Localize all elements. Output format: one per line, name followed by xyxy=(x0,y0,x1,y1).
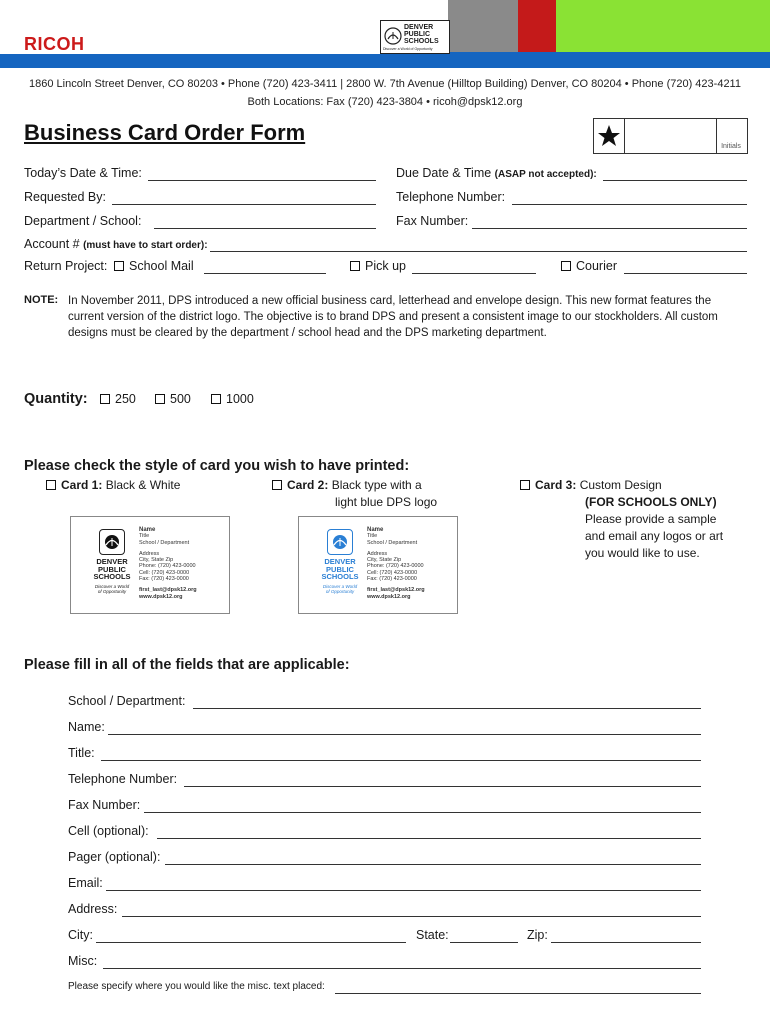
card3-label: Card 3: xyxy=(535,478,577,492)
fax-number-label: Fax Number: xyxy=(68,798,141,812)
address-line-1: 1860 Lincoln Street Denver, CO 80203 • Phone (720) 423-3411 | 2800 W. 7th Avenue (Hilltop Building) Denver, CO 80204 • Phone (720) 423-4211 xyxy=(29,78,741,90)
card3-text1: Please provide a sample xyxy=(585,512,717,526)
state-label: State: xyxy=(416,928,449,942)
bw-logo-tag1: Discover a World xyxy=(94,583,130,589)
card2-desc1: Black type with a xyxy=(331,478,422,492)
blue-email: first_last@dpsk12.org xyxy=(367,587,425,594)
bw-cell: Cell: (720) 423-0000 xyxy=(139,569,190,576)
header-bar-green xyxy=(556,0,770,56)
blue-logo-tag1: Discover a World xyxy=(322,583,358,589)
initials-label: Initials xyxy=(721,143,741,150)
return-project-label: Return Project: xyxy=(24,259,108,273)
blue-cell: Cell: (720) 423-0000 xyxy=(367,569,418,576)
department-label: Department / School: xyxy=(24,214,142,228)
card2-option[interactable] xyxy=(272,477,437,511)
address-label: Address: xyxy=(68,902,118,916)
bw-email: first_last@dpsk12.org xyxy=(139,587,197,594)
bw-logo-line2: PUBLIC xyxy=(98,564,126,574)
blue-web: www.dpsk12.org xyxy=(367,593,411,600)
dps-logo-line1: DENVER xyxy=(404,24,434,31)
blue-logo-line1: DENVER xyxy=(324,557,356,566)
blue-name: Name xyxy=(367,527,384,533)
state-field[interactable] xyxy=(450,942,518,943)
quantity-250-checkbox[interactable] xyxy=(100,394,110,404)
card1-checkbox[interactable] xyxy=(46,480,56,490)
courier-checkbox[interactable] xyxy=(561,261,571,271)
quantity-1000-label: 1000 xyxy=(226,392,254,406)
header-bar-grey xyxy=(448,0,518,56)
blue-phone: Phone: (720) 423-0000 xyxy=(367,563,424,570)
telephone-number-field[interactable] xyxy=(184,786,701,787)
department-field[interactable] xyxy=(154,228,376,229)
email-field[interactable] xyxy=(106,890,701,891)
fax-field[interactable] xyxy=(472,228,747,229)
sample-card-bw-logo xyxy=(85,529,139,607)
sample-card-bw-logo-mark xyxy=(99,529,125,555)
name-label: Name: xyxy=(68,720,105,734)
quantity-500-checkbox[interactable] xyxy=(155,394,165,404)
school-dept-field[interactable] xyxy=(193,708,701,709)
header-bar-red xyxy=(518,0,556,56)
pager-field[interactable] xyxy=(165,864,701,865)
quantity-1000[interactable] xyxy=(211,392,254,406)
quantity-label: Quantity: xyxy=(24,391,88,407)
star-box-divider xyxy=(624,119,625,153)
blue-logo-line3: SCHOOLS xyxy=(321,572,359,581)
sample-card-blue-logo xyxy=(313,529,367,607)
bw-title: Title xyxy=(139,533,150,540)
misc-label: Misc: xyxy=(68,954,98,968)
address-field[interactable] xyxy=(122,916,701,917)
star-box xyxy=(593,118,717,154)
sample-card-bw xyxy=(70,516,230,614)
dps-logo xyxy=(380,20,450,54)
courier-label: Courier xyxy=(576,259,617,273)
todays-date-label: Today’s Date & Time: xyxy=(24,166,142,180)
bw-logo-tag2: of Opportunity xyxy=(97,588,127,594)
blue-logo-tag2: of Opportunity xyxy=(325,588,355,594)
misc-field[interactable] xyxy=(103,968,701,969)
blue-title: Title xyxy=(367,533,378,540)
name-field[interactable] xyxy=(108,734,701,735)
fax-label: Fax Number: xyxy=(396,214,469,228)
bw-web: www.dpsk12.org xyxy=(139,593,183,600)
card3-option[interactable] xyxy=(520,477,723,562)
dps-mark-blue-icon xyxy=(328,530,352,554)
bw-logo-line1: DENVER xyxy=(96,557,128,566)
pick-up-field[interactable] xyxy=(412,273,536,274)
header-blue-strip xyxy=(0,52,770,68)
quantity-1000-checkbox[interactable] xyxy=(211,394,221,404)
dps-logo-tagline: Discover a World of Opportunity xyxy=(383,47,433,51)
dps-logo-line3: SCHOOLS xyxy=(404,38,439,45)
bw-logo-line3: SCHOOLS xyxy=(93,572,131,581)
sample-card-blue-info xyxy=(367,527,425,600)
star-icon xyxy=(597,124,621,148)
zip-field[interactable] xyxy=(551,942,701,943)
card1-label: Card 1: xyxy=(61,478,103,492)
title-field[interactable] xyxy=(101,760,701,761)
ricoh-logo: RICOH xyxy=(24,34,85,54)
bw-phone: Phone: (720) 423-0000 xyxy=(139,563,196,570)
dps-mark-icon xyxy=(100,530,124,554)
account-note: (must have to start order): xyxy=(83,240,208,251)
return-pick-up[interactable] xyxy=(350,259,406,273)
telephone-label: Telephone Number: xyxy=(396,190,506,204)
due-date-text: Due Date & Time xyxy=(396,166,492,180)
requested-by-label: Requested By: xyxy=(24,190,106,204)
requested-by-field[interactable] xyxy=(112,204,376,205)
quantity-500[interactable] xyxy=(155,392,191,406)
bw-city: City, State Zip xyxy=(139,557,174,564)
blue-fax: Fax: (720) 423-0000 xyxy=(367,576,417,583)
pick-up-label: Pick up xyxy=(365,259,406,273)
cell-field[interactable] xyxy=(157,838,701,839)
note-label: NOTE: xyxy=(24,294,59,306)
due-date-field[interactable] xyxy=(603,180,747,181)
fields-heading: Please fill in all of the fields that are applicable: xyxy=(24,657,350,673)
misc-placement-label: Please specify where you would like the misc. text placed: xyxy=(68,981,325,992)
due-date-label xyxy=(396,166,597,180)
title-label: Title: xyxy=(68,746,95,760)
blue-city: City, State Zip xyxy=(367,557,402,564)
school-mail-label: School Mail xyxy=(129,259,194,273)
bw-name: Name xyxy=(139,527,156,533)
sample-card-blue-logo-mark xyxy=(327,529,353,555)
pick-up-checkbox[interactable] xyxy=(350,261,360,271)
quantity-250[interactable] xyxy=(100,392,136,406)
card2-label: Card 2: xyxy=(287,478,329,492)
blue-dept: School / Department xyxy=(367,539,418,546)
zip-label: Zip: xyxy=(527,928,548,942)
return-courier[interactable] xyxy=(561,259,617,273)
note-text: In November 2011, DPS introduced a new official business card, letterhead and envelope design. This new format features the current version of the district logo. The objective is to brand DPS and present a consistent image to our stockholders. All custom designs must be cleared by the department / school head and the DPS marketing department. xyxy=(68,295,718,339)
initials-box[interactable] xyxy=(715,118,748,154)
address-line-2: Both Locations: Fax (720) 423-3804 • ricoh@dpsk12.org xyxy=(247,96,523,108)
card3-text2: and email any logos or art xyxy=(585,529,724,543)
sample-card-bw-info xyxy=(139,527,197,600)
card1-desc: Black & White xyxy=(105,478,181,492)
dps-logo-icon xyxy=(384,27,402,45)
misc-placement-field[interactable] xyxy=(335,993,701,994)
sample-card-blue xyxy=(298,516,458,614)
city-field[interactable] xyxy=(96,942,406,943)
card3-checkbox[interactable] xyxy=(520,480,530,490)
courier-field[interactable] xyxy=(624,273,747,274)
card1-option[interactable] xyxy=(46,477,180,494)
email-label: Email: xyxy=(68,876,103,890)
school-mail-field[interactable] xyxy=(204,273,326,274)
quantity-500-label: 500 xyxy=(170,392,191,406)
card3-desc: Custom Design xyxy=(579,478,662,492)
account-text: Account # xyxy=(24,237,80,251)
card-style-heading: Please check the style of card you wish to have printed: xyxy=(24,458,410,474)
bw-fax: Fax: (720) 423-0000 xyxy=(139,576,189,583)
school-dept-label: School / Department: xyxy=(68,694,186,708)
page-title: Business Card Order Form xyxy=(24,120,306,145)
card2-desc2: light blue DPS logo xyxy=(335,495,438,509)
return-school-mail[interactable] xyxy=(114,259,194,273)
dps-logo-line2: PUBLIC xyxy=(404,31,431,38)
blue-logo-line2: PUBLIC xyxy=(326,564,354,574)
pager-label: Pager (optional): xyxy=(68,850,161,864)
card3-note: (FOR SCHOOLS ONLY) xyxy=(585,495,717,509)
cell-label: Cell (optional): xyxy=(68,824,149,838)
bw-address: Address xyxy=(139,550,160,557)
account-label xyxy=(24,237,208,251)
account-field[interactable] xyxy=(210,251,747,252)
city-label: City: xyxy=(68,928,93,942)
card3-text3: you would like to use. xyxy=(585,546,700,560)
quantity-250-label: 250 xyxy=(115,392,136,406)
due-date-note: (ASAP not accepted): xyxy=(494,169,597,180)
telephone-number-label: Telephone Number: xyxy=(68,772,178,786)
telephone-field[interactable] xyxy=(512,204,747,205)
blue-address: Address xyxy=(367,550,388,557)
fax-number-field[interactable] xyxy=(144,812,701,813)
card2-checkbox[interactable] xyxy=(272,480,282,490)
school-mail-checkbox[interactable] xyxy=(114,261,124,271)
bw-dept: School / Department xyxy=(139,539,190,546)
todays-date-field[interactable] xyxy=(148,180,376,181)
